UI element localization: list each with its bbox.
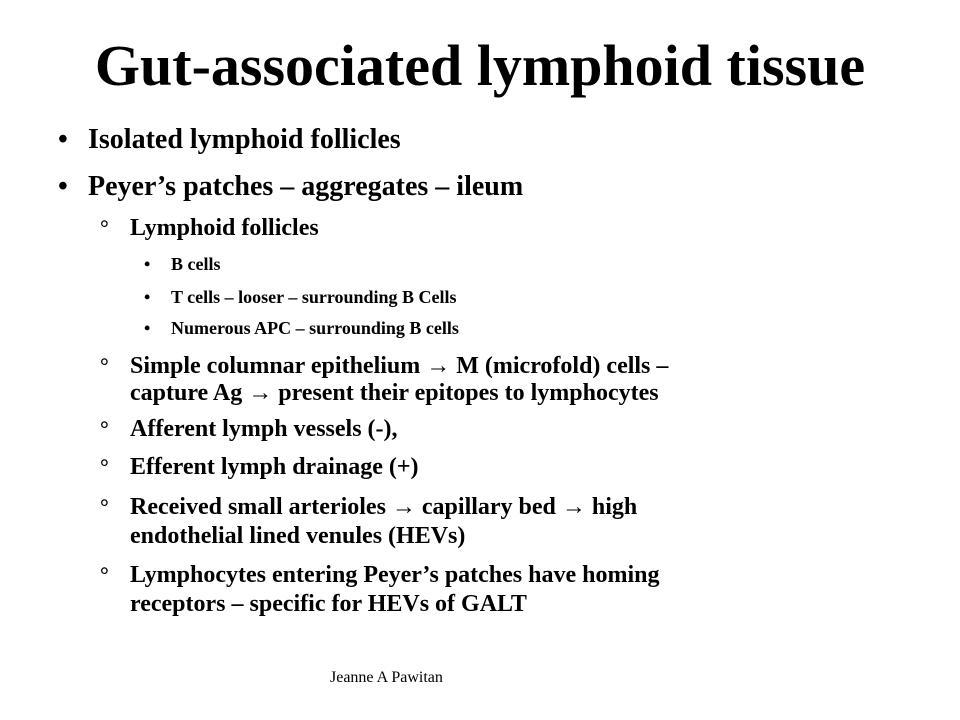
bullet-marker: • bbox=[58, 124, 68, 155]
detail-bullet-marker: • bbox=[144, 318, 151, 338]
sub-bullet-text-line2: capture Ag → present their epitopes to lymphocytes bbox=[130, 380, 659, 406]
sub-bullet-text: Lymphoid follicles bbox=[130, 215, 319, 241]
sub-bullet-marker: ° bbox=[100, 353, 109, 378]
detail-bullet-text: T cells – looser – surrounding B Cells bbox=[171, 287, 457, 307]
detail-bullet-text: Numerous APC – surrounding B cells bbox=[171, 318, 459, 338]
sub-bullet-text-line2: endothelial lined venules (HEVs) bbox=[130, 523, 466, 549]
bullet-marker: • bbox=[58, 171, 68, 202]
detail-bullet-marker: • bbox=[144, 254, 151, 274]
sub-bullet-marker: ° bbox=[100, 454, 109, 479]
sub-bullet-text-line1: Simple columnar epithelium → M (microfold) cells – bbox=[130, 353, 669, 379]
sub-bullet-text-line1: Received small arterioles → capillary bed → high bbox=[130, 494, 638, 520]
detail-bullet-marker: • bbox=[144, 287, 151, 307]
sub-bullet-text: Afferent lymph vessels (-), bbox=[130, 416, 398, 442]
sub-bullet-marker: ° bbox=[100, 562, 109, 587]
detail-bullet-text: B cells bbox=[171, 254, 221, 274]
sub-bullet-marker: ° bbox=[100, 416, 109, 441]
bullet-text: Isolated lymphoid follicles bbox=[88, 124, 401, 155]
slide-title: Gut-associated lymphoid tissue bbox=[94, 33, 866, 98]
bullet-text: Peyer’s patches – aggregates – ileum bbox=[88, 171, 524, 202]
footer-author: Jeanne A Pawitan bbox=[330, 669, 443, 686]
sub-bullet-marker: ° bbox=[100, 215, 109, 240]
sub-bullet-text-line1: Lymphocytes entering Peyer’s patches have homing bbox=[130, 562, 660, 588]
sub-bullet-text-line2: receptors – specific for HEVs of GALT bbox=[130, 591, 527, 617]
sub-bullet-marker: ° bbox=[100, 494, 109, 519]
sub-bullet-text: Efferent lymph drainage (+) bbox=[130, 454, 419, 480]
